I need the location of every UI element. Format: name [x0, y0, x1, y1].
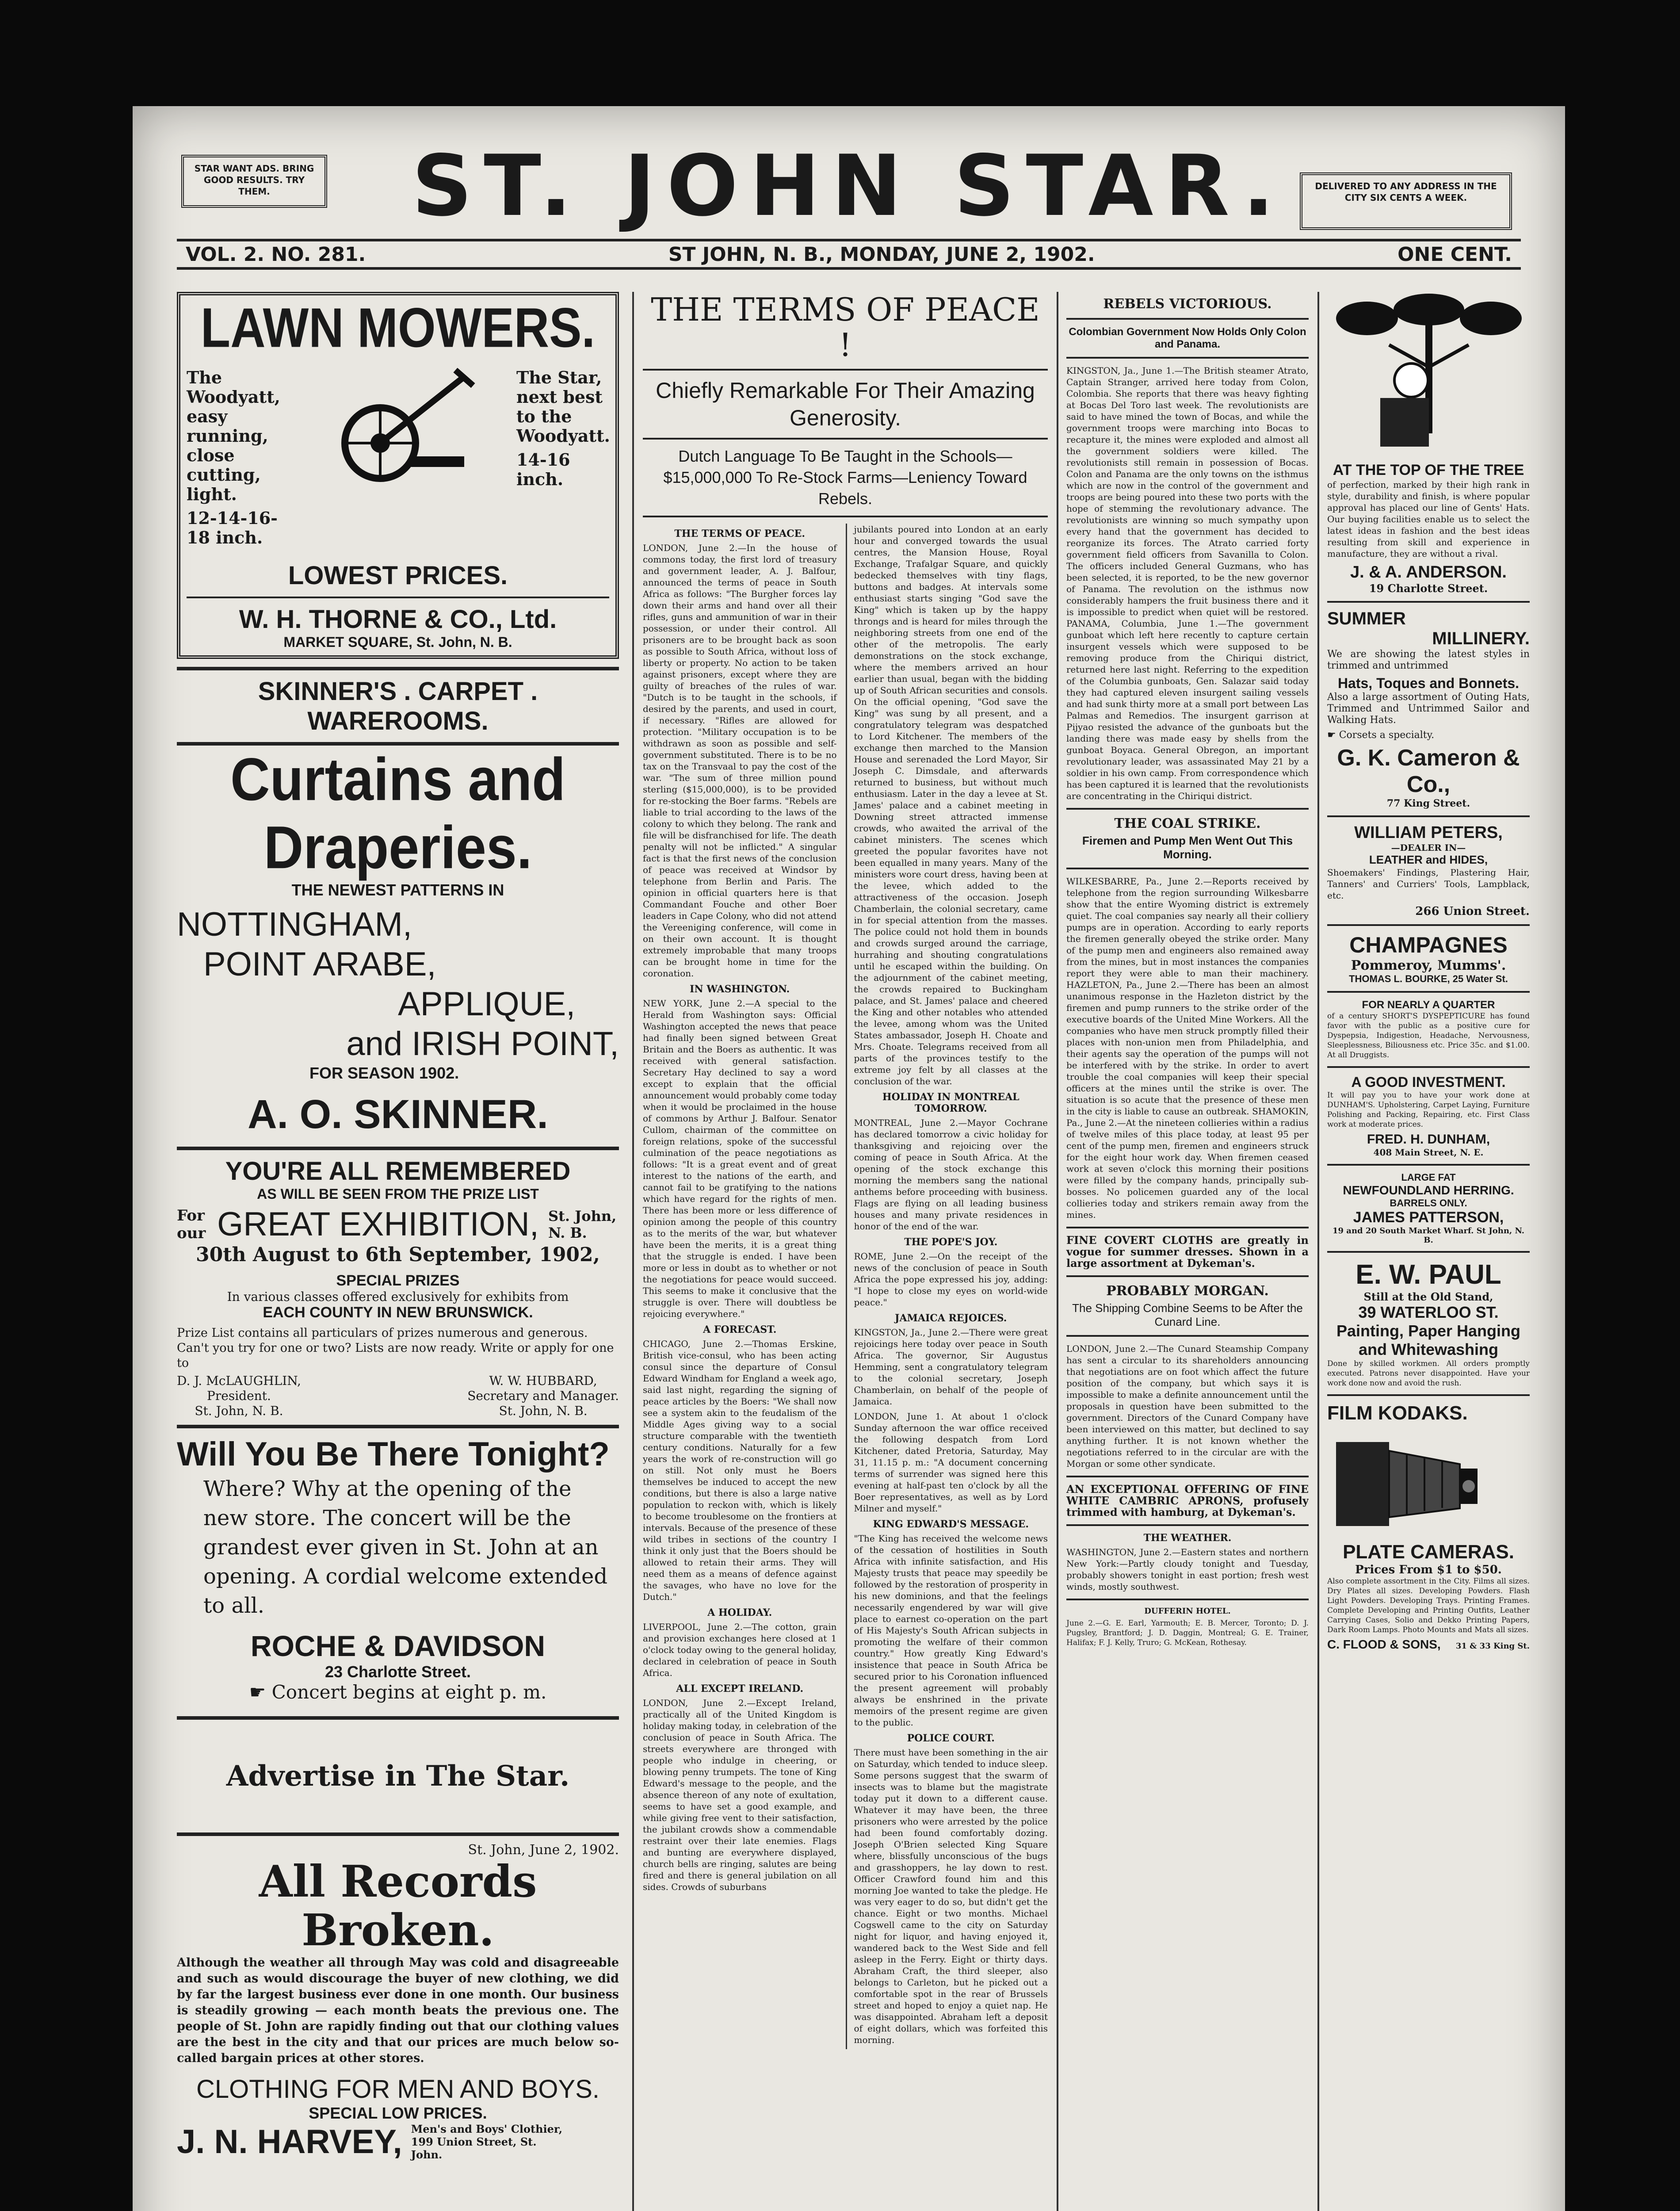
peace-deck-1: Chiefly Remarkable For Their Amazing Generosity. — [656, 378, 1035, 430]
price: ONE CENT. — [1397, 243, 1512, 266]
sub-in-washington: IN WASHINGTON. — [690, 983, 790, 995]
police-court-text: There must have been something in the air on Saturday, which tended to induce sleep. Some persons suggest that the swarm of insects was to blame but the magistrate today put it down to a different cause. Whatever it may have been, the three prisoners who were arrested by the police had been found comfortably dozing. Joseph O'Brien selected King Square where, blissfully unconscious of the bugs and grasshoppers, he lay down to rest. Officer Crawford found him and this morning Joe wanted to take the pledge. He was very eager to do so, but didn't get the chance. Eight or two months. Michael Cogswell came to the city on Saturday night for liquor, and having enjoyed it, wandered back to the West Side and fell asleep in the Ferry. Eight or thirty days. Abraham Craft, the third sleeper, also belongs to Carleton, but he picked out a comfortable spot in the rear of Brussels street and hoped to enjoy a quiet nap. He was disappointed. Abraham left a deposit of eight dollars, which was forfeited this morning. — [854, 1747, 1048, 2045]
flood-address: 31 & 33 King St. — [1455, 1641, 1530, 1651]
camera-illustration — [1327, 1424, 1486, 1539]
weather-text: WASHINGTON, June 2.—Eastern states and northern New York:—Partly cloudy tonight and Tuesday, probably showers tonight in east portion; fresh west winds, mostly southwest. — [1066, 1547, 1309, 1592]
president-name: D. J. McLAUGHLIN, — [177, 1373, 301, 1388]
ireland-text: LONDON, June 2.—Except Ireland, practically all of the United Kingdom is holiday making today, in celebration of the conclusion of peace in South Africa. The streets everywhere are thronged with people who indulge in cheering, or blowing penny trumpets. The tone of King Edward's message to the people, and the absence thereon of any note of exultation, seems to have set a good example, and while giving free vent to their satisfaction, the jubilant crowds show a commendable restraint over their late enemies. Flags and bunting are everywhere displayed, church bells are ringing, salutes are being fired and there is general jubilation on all sides. Crowds of suburbans — [643, 1698, 837, 1892]
prize-list-sub: AS WILL BE SEEN FROM THE PRIZE LIST — [257, 1186, 539, 1202]
kodak-supplies-text: Also complete assortment in the City. Films all sizes. Dry Plates all sizes. Developing Powders. Flash Light Powders. Developing Trays. Printing Frames. Complete Developing and Printing Outfits, Leather Carrying Cases, Solio and Dekko Printing Papers, Dark Room Lamps. Photo Mounts and Mats all sizes. — [1327, 1577, 1530, 1634]
harvey-name: J. N. HARVEY, — [177, 2123, 402, 2161]
bourke-address: THOMAS L. BOURKE, 25 Water St. — [1349, 973, 1508, 984]
thorne-firm: W. H. THORNE & CO., Ltd. — [239, 605, 557, 634]
millinery-head: MILLINERY. — [1432, 629, 1530, 648]
lawn-mowers-ad — [177, 292, 619, 659]
anderson-name: J. & A. ANDERSON. — [1350, 563, 1507, 581]
london-jubilation-text: jubilants poured into London at an early hour and converged towards the usual centres, the Mansion House, Royal Exchange, Trafalgar Square, and quickly bedecked themselves with tiny flags, buttons and badges. At intervals some enthusiast starts singing "God save the King" which is taken up by the happy throngs and is heard for miles through the neighboring streets from one end of the other of the metropolis. The early demonstrations on the stock exchange, where the members arrived an hour earlier than usual, began with the bidding up of South African securities and consols. On the official opening, "God save the King" was sung by all present, and a congratulatory telegram was despatched to Lord Kitchener. The members of the exchange then marched to the Mansion House and serenaded the Lord Mayor, Sir Joseph C. Dimsdale, and afterwards returned to business, but without much enthusiasm. Later in the day a levee at St. James' palace and a cabinet meeting in Downing street attracted immense crowds, who awaited the arrival of the cabinet ministers. The scenes which greeted the popular favorites have not been equalled in many years. Many of the ministers wore court dress, having been at the levee, which added to the attractiveness of the occasion. Joseph Chamberlain, the colonial secretary, came in for special attention from the masses. The police could not hold them in bounds and crowds surged around the carriage, hurrahing and shouting congratulations until he escaped within the building. On the adjournment of the cabinet meeting, the crowds repaired to Buckingham palace, and St. James' palace and cheered the King and other notables who attended the levee, among whom was the United States ambassador, Joseph H. Choate and Mrs. Choate. Telegrams received from all parts of the provinces testify to the extreme joy felt by all classes at the conclusion of the war. — [854, 524, 1048, 1086]
peace-left-sub-column — [643, 524, 837, 2049]
outing-hats-text: Also a large assortment of Outing Hats, Trimmed and Untrimmed Sailor and Walking Hats. — [1327, 692, 1530, 726]
nearly-quarter-head: FOR NEARLY A QUARTER — [1362, 999, 1495, 1011]
paul-text: Done by skilled workmen. All orders promptly executed. Patrons never disappointed. Have your work done now and avoid the rush. — [1327, 1359, 1530, 1388]
paul-name: E. W. PAUL — [1355, 1259, 1501, 1290]
lawn-mower-illustration — [327, 368, 477, 483]
want-ads-ear: STAR WANT ADS. BRING GOOD RESULTS. TRY THEM. — [181, 155, 327, 208]
harvey-dateline: St. John, June 2, 1902. — [468, 1842, 619, 1858]
morgan-text: LONDON, June 2.—The Cunard Steamship Company has sent a circular to its shareholders announcing that negotiations are on foot which affect the future position of the company, but which says it is impossible to make a definite announcement until the proposals in question have been submitted to the government. Directors of the Cunard Company have been interviewed on this matter, but declined to say anything further. It is not known whether the negotiations referred to in the circular are with the Morgan or some other syndicate. — [1066, 1343, 1309, 1469]
sub-police-court: POLICE COURT. — [907, 1733, 995, 1744]
cameron-name: G. K. Cameron & Co., — [1337, 745, 1520, 797]
peters-name: WILLIAM PETERS, — [1354, 823, 1503, 842]
dufferin-hotel-text: June 2.—G. E. Earl, Yarmouth; E. B. Mercer, Toronto; D. J. Pugsley, Brantford; J. D. Daggin, Montreal; G. E. Trainer, Halifax; F. J. Kelly, Truro; G. McKean, Rothesay. — [1066, 1619, 1309, 1647]
president-title: President. — [207, 1389, 271, 1403]
peace-headline: THE TERMS OF PEACE ! — [651, 292, 1040, 363]
advertise-in-star: Advertise in The Star. — [226, 1760, 570, 1793]
top-of-tree-text: of perfection, marked by their high rank in style, durability and finish, is where popular approval has placed our line of Gents' Hats. Our buying facilities enable us to select the latest ideas in fashion and the best ideas resulting from skill and experience in manufacture, they are without a rival. — [1327, 479, 1530, 559]
peters-address: 266 Union Street. — [1415, 905, 1530, 918]
barrels-only: BARRELS ONLY. — [1390, 1197, 1467, 1209]
peace-right-sub-column — [846, 524, 1048, 2049]
sub-a-forecast: A FORECAST. — [703, 1324, 777, 1335]
sub-a-holiday: A HOLIDAY. — [707, 1607, 772, 1618]
secretary-title: Secretary and Manager. — [467, 1389, 619, 1403]
harvey-special: SPECIAL LOW PRICES. — [309, 2104, 487, 2122]
forecast-text: CHICAGO, June 2.—Thomas Erskine, British vice-consul, who has been acting consul since the departure of Consul Edward Windham for England a week ago, said last night, regarding the signing of peace articles by the Boers: "We shall now see a system akin to the feudalism of the Middle Ages giving way to a social structure comparable with the twentieth century conditions. Naturally for a few years the work of re-construction will go on still. Not only must he Boers themselves be induced to accept the new conditions, but there is also a large native population to reckon with, which is likely to become troublesome on the frontiers at intervals. Because of the presence of these wild tribes in sections of the country I think it only just that the Boers should be allowed to retain their arms. They will need them as a means of defence against the savages, who have no love for the Dutch." — [643, 1339, 837, 1602]
harvey-clothing: CLOTHING FOR MEN AND BOYS. — [196, 2075, 599, 2104]
patterson-address: 19 and 20 South Market Wharf. St John, N. B. — [1332, 1226, 1525, 1245]
large-fat: LARGE FAT — [1401, 1172, 1456, 1183]
sub-montreal-holiday: HOLIDAY IN MONTREAL TOMORROW. — [882, 1091, 1019, 1114]
each-county: EACH COUNTY IN NEW BRUNSWICK. — [263, 1304, 533, 1321]
various-classes: In various classes offered exclusively for exhibits from — [227, 1289, 569, 1304]
hats-tree-illustration — [1327, 292, 1530, 460]
jamaica-text: KINGSTON, Ja., June 2.—There were great rejoicings here today over peace in South Africa. The governor, Sir Augustus Hemming, sent a congratulatory telegram to the colonial secretary, Joseph Chamberlain, on behalf of the people of Jamaica. — [854, 1327, 1048, 1407]
president-place: St. John, N. B. — [195, 1404, 283, 1418]
herring-head: NEWFOUNDLAND HERRING. — [1343, 1183, 1514, 1197]
star-mower-text — [516, 368, 609, 547]
rebels-head: REBELS VICTORIOUS. — [1103, 296, 1272, 312]
patterson-name: JAMES PATTERSON, — [1353, 1209, 1504, 1226]
corsets-line — [1327, 730, 1530, 741]
rebels-deck: Colombian Government Now Holds Only Colon and Panama. — [1069, 326, 1306, 350]
plate-cameras-head: PLATE CAMERAS. — [1343, 1541, 1514, 1563]
irish-point: and IRISH POINT, — [346, 1025, 619, 1063]
coal-strike-head: THE COAL STRIKE. — [1114, 816, 1261, 831]
applique: APPLIQUE, — [398, 985, 576, 1023]
dunham-address: 408 Main Street, N. E. — [1373, 1147, 1484, 1158]
skinner-head: SKINNER'S . CARPET . WAREROOMS. — [258, 677, 538, 735]
season-1902: FOR SEASON 1902. — [309, 1064, 459, 1082]
exhibition-dates: 30th August to 6th September, 1902, — [196, 1243, 600, 1266]
peters-text: Shoemakers' Findings, Plastering Hair, Tanners' and Curriers' Tools, Lampblack, etc. — [1327, 867, 1530, 901]
roche-head: Will You Be There Tonight? — [177, 1435, 610, 1473]
pointing-hand-icon: ☛ — [249, 1681, 272, 1703]
concert-line — [177, 1681, 619, 1703]
harvey-body: Although the weather all through May was cold and disagreeable and such as would discourage the buyer of new clothing, we did by far the largest business ever done in one month. Our business is steadily growing — each month beats the previous one. The people of St. John are rapidly finding out that our clothing values are the best in the city and that our prices are much below so-called bargain prices at other stores. — [177, 1956, 619, 2065]
sub-king-edwards-message: KING EDWARD'S MESSAGE. — [873, 1519, 1029, 1530]
prize-list-text: Prize List contains all particulars of prizes numerous and generous. Can't you try for one or two? Lists are now ready. Write or apply for one to — [177, 1326, 614, 1370]
dunham-name: FRED. H. DUNHAM, — [1367, 1132, 1490, 1147]
holiday-text: LIVERPOOL, June 2.—The cotton, grain and provision exchanges here closed at 1 o'clock today owing to the general holiday, declared in celebration of peace in South Africa. — [643, 1622, 837, 1678]
dateline — [177, 239, 1521, 270]
roche-body: Where? Why at the opening of the new store. The concert will be the grandest ever given in St. John at an opening. A cordial welcome extended to all. — [203, 1477, 608, 1618]
morgan-head: PROBABLY MORGAN. — [1106, 1283, 1269, 1299]
exhibition-place: St. John, N. B. — [548, 1207, 617, 1241]
for-our: For our — [177, 1206, 206, 1242]
top-of-tree-head: AT THE TOP OF THE TREE — [1333, 462, 1524, 478]
good-investment-head: A GOOD INVESTMENT. — [1351, 1074, 1506, 1090]
harvey-head: All Records Broken. — [259, 1856, 537, 1956]
paul-stand: Still at the Old Stand, — [1363, 1290, 1493, 1303]
point-arabe: POINT ARABE, — [203, 945, 436, 983]
morgan-deck: The Shipping Combine Seems to be After the Cunard Line. — [1072, 1301, 1303, 1328]
peace-deck-2: Dutch Language To Be Taught in the Schools—$15,000,000 To Re-Stock Farms—Leniency Toward Rebels. — [663, 447, 1027, 508]
peters-dealer: —DEALER IN— — [1391, 842, 1466, 853]
terms-text: LONDON, June 2.—In the house of commons today, the first lord of treasury and government leader, A. J. Balfour, announced the terms of peace in South Africa as follows: "The Burgher forces lay down their arms and hand over all their rifles, guns and ammunition of war in their possession, or under their control. All prisoners are to be brought back as soon as possible to South Africa, without loss of liberty or property. No action to be taken against prisoners, except where they are guilty of breaches of the rules of war. "Dutch is to be taught in the schools, if desired by the parents, and used in court, if necessary. "Rifles are allowed for protection. "Military occupation is to be withdrawn as soon as possible and self-government substituted. There is to be no tax on the Transvaal to pay the cost of the war. "The sum of three million pound sterling ($15,000,000), is to be provided for re-stocking the Boer farms. "Rebels are liable to trial according to the laws of the colony to which they belong. The rank and file will be disfranchised for life. The death penalty will not be inflicted." A singular fact is that the first news of the conclusion of peace was received at Windsor by telephone from Berlin and Paris. The opinion in official quarters here is that Commandant Fouche and other Boer leaders in Cape Colony, who did not attend the Vereeniging conference, will come in on their own account. It is thought extremely improbable that many troops can be brought home in time for the coronation. — [643, 543, 837, 979]
rebels-text: KINGSTON, Ja., June 1.—The British steamer Atrato, Captain Stranger, arrived here today from Colon, Colombia. She reports that there was heavy fighting at Bocas Del Toro last week. The revolutionists are said to have mined the town of Bocas, and while the government troops were marching into Bocas to recapture it, the mines were exploded and almost all the government soldiers were killed. The revolutionists still remain in possession of Bocas. Colon and Panama are the only towns on the isthmus which are now in the control of the government and troops are being poured into these two ports with the hope of stemming the revolutionary advance. The revolutionists are winning so much sympathy upon every hand that the government has decided to reorganize its forces. The Atrato carried forty government field officers from Savanilla to Colon. The officers included General Guzmans, who has been selected, it is reported, to be the new governor of Panama. The revolution on the isthmus now considerably hampers the fruit business there and it is impossible to predict when quiet will be restored. PANAMA, Columbia, June 1.—The government gunboat which left here recently to capture certain insurgent vessels which were supposed to be removing produce from the Chiriqui district, returned here last night. Referring to the expedition of the Columbia gunboats, Gen. Salazar said today they had captured eleven insurgent sailing vessels and had sunk thirty more at a small port between Las Palmas and Remedios. The insurgent garrison at Pijyao resisted the advance of the gunboats but the landing there was made easy by shells from the gunboat Boyaca. General Obregon, an important revolutionary leader, was assassinated May 21 by a soldier in his own camp. From correspondence which has been captured it is learned that the revolutionists are concentrating in the Chiriqui district. — [1066, 365, 1309, 801]
camera-prices: Prices From $1 to $50. — [1355, 1563, 1502, 1576]
lawn-mowers-head: LAWN MOWERS. — [200, 296, 596, 360]
volume-number: VOL. 2. NO. 281. — [186, 243, 366, 266]
washington-text: NEW YORK, June 2.—A special to the Herald from Washington says: Official Washington accepted the news that peace had finally been signed between Great Britain and the Boers as authentic. It was received with general satisfaction. Secretary Hay declined to say a word except to explain that the official announcement would probably come today when it would be proclaimed in the house of commons by Arthur J. Balfour. Senator Cullom, chairman of the committee on foreign relations, spoke of the successful culmination of the peace negotiations as follows: "It is a great event and of great interest to the nations of the earth, and cannot fail to be gratifying to the nations which have regard for the rights of men. There has been more or less difference of opinion among the people of this country as to the merits of the war, but whatever have been the merits, it is a great thing that the struggle is ended. I have been more or less in doubt as to whether or not the negotiations for peace would succeed. This seems to make it conclusive that the struggle is over. There will doubtless be rejoicing everywhere." — [643, 998, 837, 1319]
signature-president — [177, 1373, 301, 1419]
sub-terms-of-peace: THE TERMS OF PEACE. — [674, 528, 806, 539]
pommeroy-mumms: Pommeroy, Mumms'. — [1351, 958, 1506, 973]
waterloo-street: 39 WATERLOO ST. — [1358, 1303, 1499, 1321]
secretary-place: St. John, N. B. — [499, 1404, 588, 1418]
column-peace-terms — [632, 292, 1048, 2211]
thorne-address: MARKET SQUARE, St. John, N. B. — [283, 634, 512, 650]
painting-head: Painting, Paper Hanging — [1336, 1322, 1521, 1340]
roche-address: 23 Charlotte Street. — [325, 1663, 471, 1681]
nottingham: NOTTINGHAM, — [177, 906, 412, 943]
weather-head: THE WEATHER. — [1143, 1532, 1232, 1544]
special-prizes: SPECIAL PRIZES — [336, 1272, 460, 1289]
column-news-right — [1057, 292, 1309, 2211]
flood-name: C. FLOOD & SONS, — [1327, 1637, 1441, 1651]
film-kodaks-head: FILM KODAKS. — [1327, 1402, 1468, 1424]
woodyatt-text — [187, 368, 288, 547]
sub-jamaica-rejoices: JAMAICA REJOICES. — [895, 1312, 1007, 1324]
anderson-address: 19 Charlotte Street. — [1369, 582, 1488, 595]
millinery-text: We are showing the latest styles in trimmed and untrimmed — [1327, 649, 1530, 671]
cameron-address: 77 King Street. — [1386, 798, 1470, 809]
corsets-text: Corsets a specialty. — [1339, 730, 1435, 741]
column-ads-right — [1317, 292, 1530, 2211]
harvey-desc: Men's and Boys' Clothier, 199 Union Street, St. John. — [411, 2123, 563, 2161]
covert-cloths-notice: FINE COVERT CLOTHS are greatly in vogue for summer dresses. Shown in a large assortment at Dykeman's. — [1066, 1234, 1309, 1270]
champagnes-head: CHAMPAGNES — [1349, 933, 1508, 957]
newest-patterns: THE NEWEST PATTERNS IN — [291, 881, 504, 899]
kitchener-despatch-text: LONDON, June 1. At about 1 o'clock Sunday afternoon the war office received the following despatch from Lord Kitchener, dated Pretoria, Saturday, May 31, 11.15 p. m.: "A document concerning terms of surrender was signed here this evening at half-past ten o'clock by all the Boer representatives, as well as by Lord Milner and myself." — [854, 1411, 1048, 1514]
place-date: ST JOHN, N. B., MONDAY, JUNE 2, 1902. — [668, 243, 1095, 266]
cambric-aprons-notice: AN EXCEPTIONAL OFFERING OF FINE WHITE CAMBRIC APRONS, profusely trimmed with hamburg, at Dykeman's. — [1066, 1483, 1309, 1519]
sub-all-except-ireland: ALL EXCEPT IRELAND. — [676, 1683, 804, 1695]
newspaper-page — [133, 106, 1565, 2211]
coal-strike-deck: Firemen and Pump Men Went Out This Morning. — [1082, 834, 1293, 861]
column-ads-left — [177, 292, 619, 2211]
roche-name: ROCHE & DAVIDSON — [250, 1630, 546, 1662]
hats-toques-bonnets: Hats, Toques and Bonnets. — [1337, 675, 1520, 691]
whitewashing-head: and Whitewashing — [1358, 1340, 1498, 1358]
star-mower-desc: The Star, next best to the Woodyatt. — [516, 367, 610, 446]
signature-secretary — [467, 1373, 619, 1419]
star-mower-sizes: 14-16 inch. — [516, 450, 570, 489]
pope-text: ROME, June 2.—On the receipt of the news of the conclusion of peace in South Africa the pope expressed his joy, adding: "I hope to close my eyes on world-wide peace." — [854, 1251, 1048, 1308]
king-message-text: "The King has received the welcome news of the cessation of hostilities in South Africa with infinite satisfaction, and His Majesty trusts that peace may speedily be followed by the restoration of prosperity in his new dominions, and that the feelings necessarily engendered by war will give place to earnest co-operation on the part of His Majesty's South African subjects in promoting the welfare of their common country." How greatly King Edward's insistence that peace in South Africa be secured prior to his Coronation influenced the present agreement will probably always be enshrined in the private memoirs of the present regime are given to the public. — [854, 1533, 1048, 1728]
skinner-name: A. O. SKINNER. — [248, 1092, 548, 1137]
pointing-hand-icon: ☛ — [1327, 730, 1339, 741]
woodyatt-desc: The Woodyatt, easy running, close cutting, light. — [187, 367, 280, 504]
remembered-head: YOU'RE ALL REMEMBERED — [225, 1157, 571, 1186]
dyspepticure-text: of a century SHORT'S DYSPEPTICURE has found favor with the public as a positive cure for Dyspepsia, Indigestion, Headache, Nervousness, Sleeplessness, Biliousness etc. Price 35c. and $1.00. At all Druggists. — [1327, 1012, 1530, 1060]
sub-popes-joy: THE POPE'S JOY. — [904, 1236, 998, 1248]
secretary-name: W. W. HUBBARD, — [489, 1373, 597, 1388]
great-exhibition: GREAT EXHIBITION, — [217, 1205, 539, 1243]
summer-head: SUMMER — [1327, 609, 1406, 628]
coal-strike-text: WILKESBARRE, Pa., June 2.—Reports received by telephone from the region surrounding Wilkesbarre show that the entire Wyoming district is extremely quiet. The coal companies say nearly all their colliery pumps are in operation. According to early reports the firemen generally obeyed the strike order. Many of the pump men and engineers also remained away from the mines, but in most instances the companies report they were able to man their machinery. HAZLETON, Pa., June 2.—There has been an almost unanimous response in the Hazleton district by the firemen and pump runners to the strike order of the executive boards of the United Mine Workers. All the companies who have men struck promptly filled their places with non-union men from Philadelphia, and their agents say the operation of the pumps will not be interfered with by the strike. In order to avert trouble the coal companies will keep their special officers at the mines until the strike is over. The situation is so acute that the presence of these men in the city is liable to cause an outbreak. SHAMOKIN, Pa., June 2.—At the nineteen collieries within a radius of twelve miles of this place today, at least 95 per cent of the pump men, firemen and engineers struck for the eight hour work day. When firemen ceased work at seven o'clock this morning their positions were filled by the company hands, principally sub-bosses. No policemen guarded any of the local collieries today and strikers remain away from the mines. — [1066, 876, 1309, 1220]
curtains-head: Curtains and Draperies. — [230, 746, 565, 881]
delivery-ear: DELIVERED TO ANY ADDRESS IN THE CITY SIX CENTS A WEEK. — [1300, 172, 1512, 230]
leather-hides: LEATHER and HIDES, — [1369, 853, 1488, 866]
lowest-prices: LOWEST PRICES. — [288, 561, 508, 590]
woodyatt-sizes: 12-14-16-18 inch. — [187, 508, 278, 547]
montreal-text: MONTREAL, June 2.—Mayor Cochrane has declared tomorrow a civic holiday for thanksgiving and rejoicing over the coming of peace in South Africa. At the opening of the stock exchange this morning the members sang the national anthems before proceeding with business. Flags are flying on all leading business houses and many private residences in honor of the end of the war. — [854, 1117, 1048, 1232]
dufferin-hotel-head: DUFFERIN HOTEL. — [1144, 1607, 1231, 1616]
dunham-text: It will pay you to have your work done at DUNHAM'S. Upholstering, Carpet Laying, Furniture Polishing and Packing, Repairing, etc. First Class work at moderate prices. — [1327, 1091, 1530, 1129]
masthead-title: ST. JOHN STAR. — [412, 137, 1286, 235]
concert-text: Concert begins at eight p. m. — [271, 1681, 547, 1703]
